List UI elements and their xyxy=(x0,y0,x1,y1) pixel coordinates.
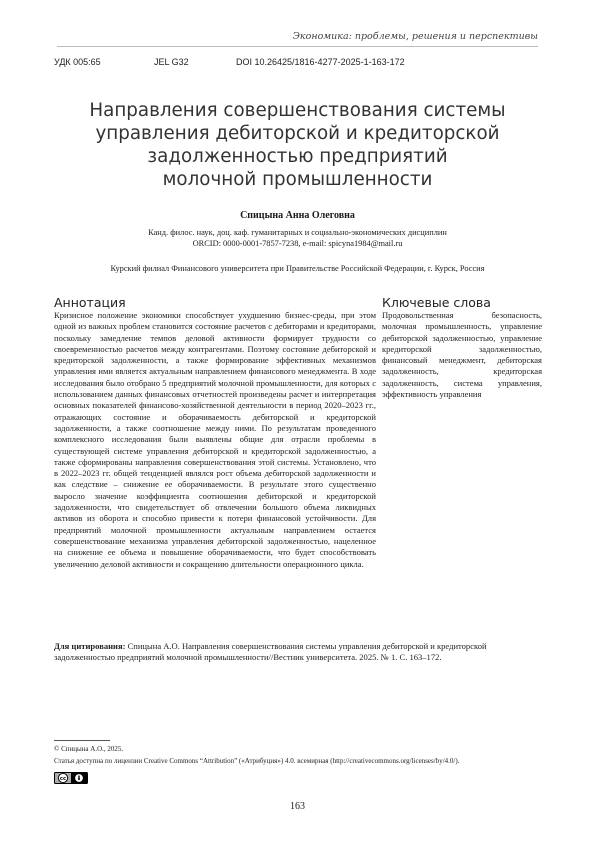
udk-code: УДК 005:65 xyxy=(54,57,101,67)
author-contacts[interactable]: ORCID: 0000-0001-7857-7238, e-mail: spicyna1984@mail.ru xyxy=(192,239,403,248)
page-number: 163 xyxy=(290,801,305,812)
jel-code: JEL G32 xyxy=(154,57,189,67)
svg-text:cc: cc xyxy=(59,776,67,783)
title-line: Направления совершенствования системы xyxy=(89,100,506,121)
title-line: задолженностью предприятий xyxy=(147,146,448,167)
classification-codes xyxy=(54,57,405,67)
running-title: Экономика: проблемы, решения и перспективы xyxy=(292,31,538,42)
copyright-note: © Спицына А.О., 2025. xyxy=(54,745,124,753)
title-line: молочной промышленности xyxy=(162,169,433,190)
header-divider xyxy=(57,46,538,47)
article-title xyxy=(60,99,535,191)
citation-text: Спицына А.О. Направления совершенствования системы управления дебиторской и кредиторской задолженностью предприятий молочной промышленности//Вестник университета. 2025. № 1. С. 163–172. xyxy=(54,641,487,663)
footnote-divider xyxy=(54,740,110,741)
author-position: Канд. филос. наук, доц. каф. гуманитарных и социально-экономических дисциплин xyxy=(148,228,447,237)
creative-commons-by-badge-icon xyxy=(54,772,88,784)
doi-code[interactable]: DOI 10.26425/1816-4277-2025-1-163-172 xyxy=(236,57,405,67)
citation-label: Для цитирования: xyxy=(54,641,126,651)
author-name: Спицына Анна Олеговна xyxy=(240,210,355,221)
license-note[interactable]: Статья доступна по лицензии Creative Commons “Attribution” («Атрибуция») 4.0. всемирная (http://creativecommons.org/licenses/by/4.0/). xyxy=(54,757,460,765)
abstract-text: Кризисное положение экономики способствует ухудшению бизнес-среды, при этом одной из важных проблем становится состояние расчетов с дебиторами и кредиторами, поскольку замедление темпов деловой активности формирует трудности со своевременностью расчетов между контрагентами. Поэтому состояние дебиторской и кредиторской задолженности, а также формирование эффективных механизмов управления ими является актуальным направлением финансового менеджмента. В ходе исследования было отобрано 5 предприятий молочной промышленности, для которых с использованием данных финансовых отчетностей произведены расчет и интерпретация основных показателей финансово-хозяйственной деятельности в период 2020–2023 гг., отражающих состояние и оборачиваемость дебиторской и кредиторской задолженности, а также соотношение между ними. По результатам проведенного комплексного исследования были выявлены общие для отрасли проблемы в существующей системе управления дебиторской и кредиторской задолженностью, а также сформированы направления совершенствования этой системы. Установлено, что в 2022–2023 гг. общей тенденцией являлся рост объема дебиторской задолженности и как следствие – снижение ее оборачиваемости. В результате этого существенно выросло значение коэффициента соотношения дебиторской и кредиторской задолженности, что свидетельствует об отвлечении большого объема ликвидных активов из оборота и способно привести к потери финансовой устойчивости. Для предприятий молочной промышленности актуальным направлением остается совершенствование механизма управления дебиторской задолженностью, нацеленное на снижение ее объема и повышение оборачиваемости, что будет способствовать увеличению деловой активности и сокращению длительности операционного цикла. xyxy=(54,310,376,569)
abstract-heading: Аннотация xyxy=(54,295,126,310)
title-line: управления дебиторской и кредиторской xyxy=(95,123,500,144)
citation-block xyxy=(54,641,542,664)
author-institution: Курский филиал Финансового университета при Правительстве Российской Федерации, г. Курск, Россия xyxy=(110,264,485,273)
author-affiliation xyxy=(0,227,595,249)
keywords-heading: Ключевые слова xyxy=(382,295,491,310)
keywords-text: Продовольственная безопасность, молочная промышленность, управление дебиторской задолженностью, управление кредиторской задолженностью, финансовый менеджмент, дебиторская задолженность, кредиторская задолженность, система управления, эффективность управления xyxy=(382,310,542,400)
